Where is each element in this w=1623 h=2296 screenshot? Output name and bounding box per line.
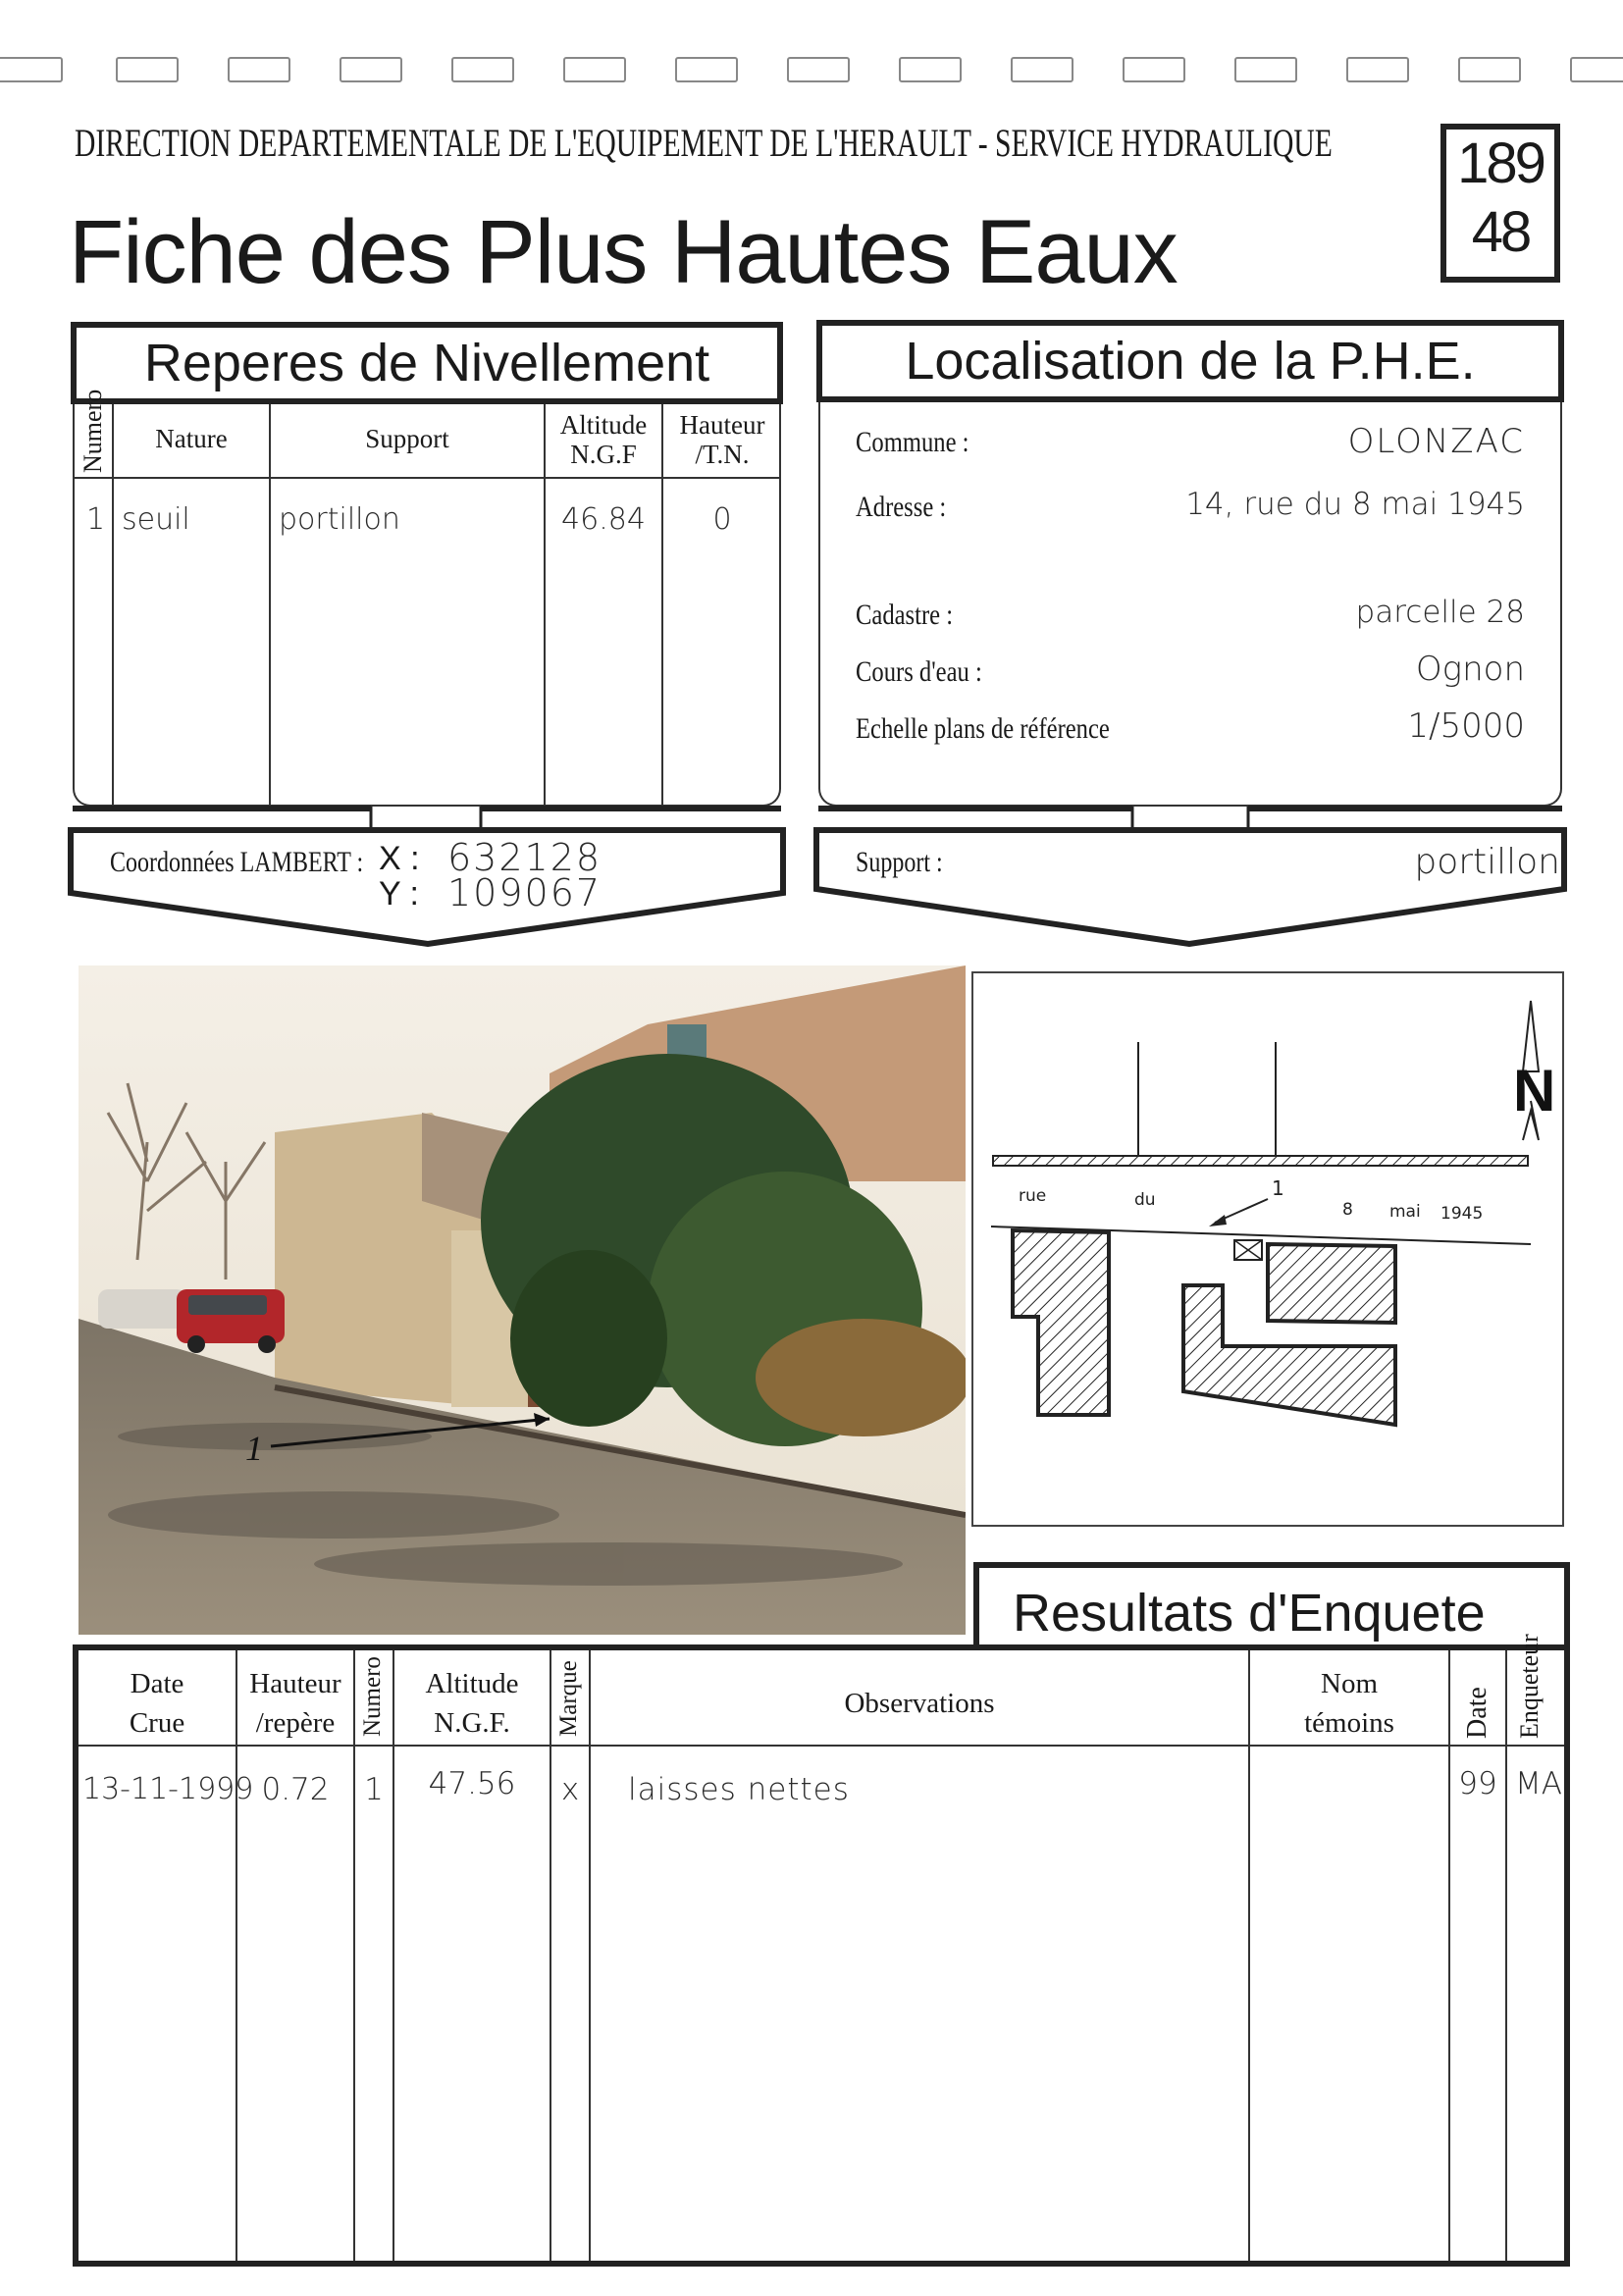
header-numero: Numero	[79, 389, 107, 473]
header-date-crue	[79, 1664, 236, 1743]
header-hauteur-line2: /T.N.	[695, 440, 750, 469]
header-altitude	[394, 1664, 550, 1743]
header-marque: Marque	[555, 1660, 582, 1737]
header-enqueteur: Enqueteur	[1515, 1634, 1544, 1739]
photo-marker: 1	[245, 1429, 263, 1468]
header-hauteur-line1: Hauteur	[679, 410, 765, 440]
column-divider	[353, 1650, 355, 2261]
reperes-title: Reperes de Nivellement	[71, 322, 783, 404]
header-hauteur-line2: /repère	[255, 1707, 336, 1739]
cours-eau-value: Ognon	[1415, 650, 1525, 689]
header-date-line2: Crue	[129, 1707, 185, 1739]
column-divider	[1448, 1650, 1450, 2261]
department-header: DIRECTION DEPARTEMENTALE DE L'EQUIPEMENT DE L'HERAULT - SERVICE HYDRAULIQUE	[75, 121, 1333, 165]
cell-date-crue: 13-11-1999	[82, 1772, 254, 1806]
header-support: Support	[365, 424, 449, 453]
header-nom-line1: Nom	[1321, 1668, 1378, 1699]
cell-enqueteur: MA	[1515, 1766, 1562, 1801]
column-divider	[1505, 1650, 1507, 2261]
plan-marker: 1	[1272, 1176, 1284, 1200]
cadastre-value: parcelle 28	[1355, 595, 1525, 630]
plan-street-rue: rue	[1019, 1186, 1047, 1206]
page-title: Fiche des Plus Hautes Eaux	[69, 202, 1178, 302]
plan-street-year: 1945	[1440, 1204, 1484, 1224]
header-hauteur-line1: Hauteur	[249, 1668, 341, 1699]
header-date: Date	[1462, 1687, 1492, 1739]
plan-drawing	[973, 973, 1562, 1525]
arrow-frames	[0, 0, 1623, 971]
coord-y-value: 109067	[447, 871, 602, 914]
header-altitude-line2: N.G.F	[570, 440, 637, 469]
coord-y-label: Y :	[379, 875, 419, 913]
support-label: Support :	[856, 846, 943, 878]
adresse-label: Adresse :	[856, 491, 947, 523]
cell-hauteur: 0	[712, 502, 732, 537]
cell-marque: x	[560, 1772, 580, 1807]
cell-altitude: 47.56	[428, 1766, 516, 1801]
header-hauteur	[237, 1664, 353, 1743]
cell-numero: 1	[364, 1772, 384, 1807]
table-header-divider	[79, 1745, 1564, 1747]
cadastre-label: Cadastre :	[856, 599, 954, 631]
echelle-value: 1/5000	[1407, 706, 1525, 746]
cell-observations: laisses nettes	[628, 1772, 850, 1807]
cell-altitude: 46.84	[561, 502, 646, 537]
cell-date: 99	[1458, 1766, 1497, 1801]
header-numero: Numero	[359, 1656, 386, 1737]
header-altitude-line1: Altitude	[425, 1668, 519, 1699]
commune-value: OLONZAC	[1347, 422, 1525, 461]
cours-eau-label: Cours d'eau :	[856, 655, 982, 688]
site-photo-image	[79, 965, 966, 1635]
resultats-table	[73, 1634, 1570, 2267]
header-nature: Nature	[155, 424, 228, 453]
cell-numero: 1	[86, 502, 106, 537]
coord-label: Coordonnées LAMBERT :	[110, 846, 364, 878]
coord-x-label: X :	[379, 840, 420, 877]
fiche-id-top: 189	[1457, 131, 1544, 195]
column-divider	[589, 1650, 591, 2261]
header-altitude-line1: Altitude	[559, 410, 648, 440]
localisation-title: Localisation de la P.H.E.	[816, 320, 1564, 402]
plan-street-du: du	[1134, 1190, 1156, 1210]
header-date-line1: Date	[130, 1668, 184, 1699]
cell-support: portillon	[279, 502, 400, 537]
north-label: N	[1513, 1058, 1556, 1123]
header-nom-temoins	[1250, 1664, 1448, 1743]
location-plan	[971, 971, 1564, 1527]
fiche-id-bottom: 48	[1471, 200, 1530, 264]
support-value: portillon	[1414, 842, 1560, 882]
resultats-title: Resultats d'Enquete	[973, 1562, 1570, 1650]
header-altitude-line2: N.G.F.	[434, 1707, 510, 1739]
cell-nature: seuil	[122, 502, 190, 537]
site-photo	[79, 965, 966, 1635]
adresse-value: 14, rue du 8 mai 1945	[1185, 487, 1525, 522]
cell-hauteur: 0.72	[261, 1772, 330, 1807]
plan-street-mai: mai	[1389, 1202, 1421, 1222]
echelle-label: Echelle plans de référence	[856, 712, 1110, 745]
commune-label: Commune :	[856, 426, 969, 458]
plan-street-8: 8	[1342, 1200, 1353, 1220]
header-observations: Observations	[844, 1688, 995, 1719]
coord-x-value: 632128	[447, 836, 602, 879]
header-nom-line2: témoins	[1304, 1707, 1394, 1739]
column-divider	[550, 1650, 551, 2261]
